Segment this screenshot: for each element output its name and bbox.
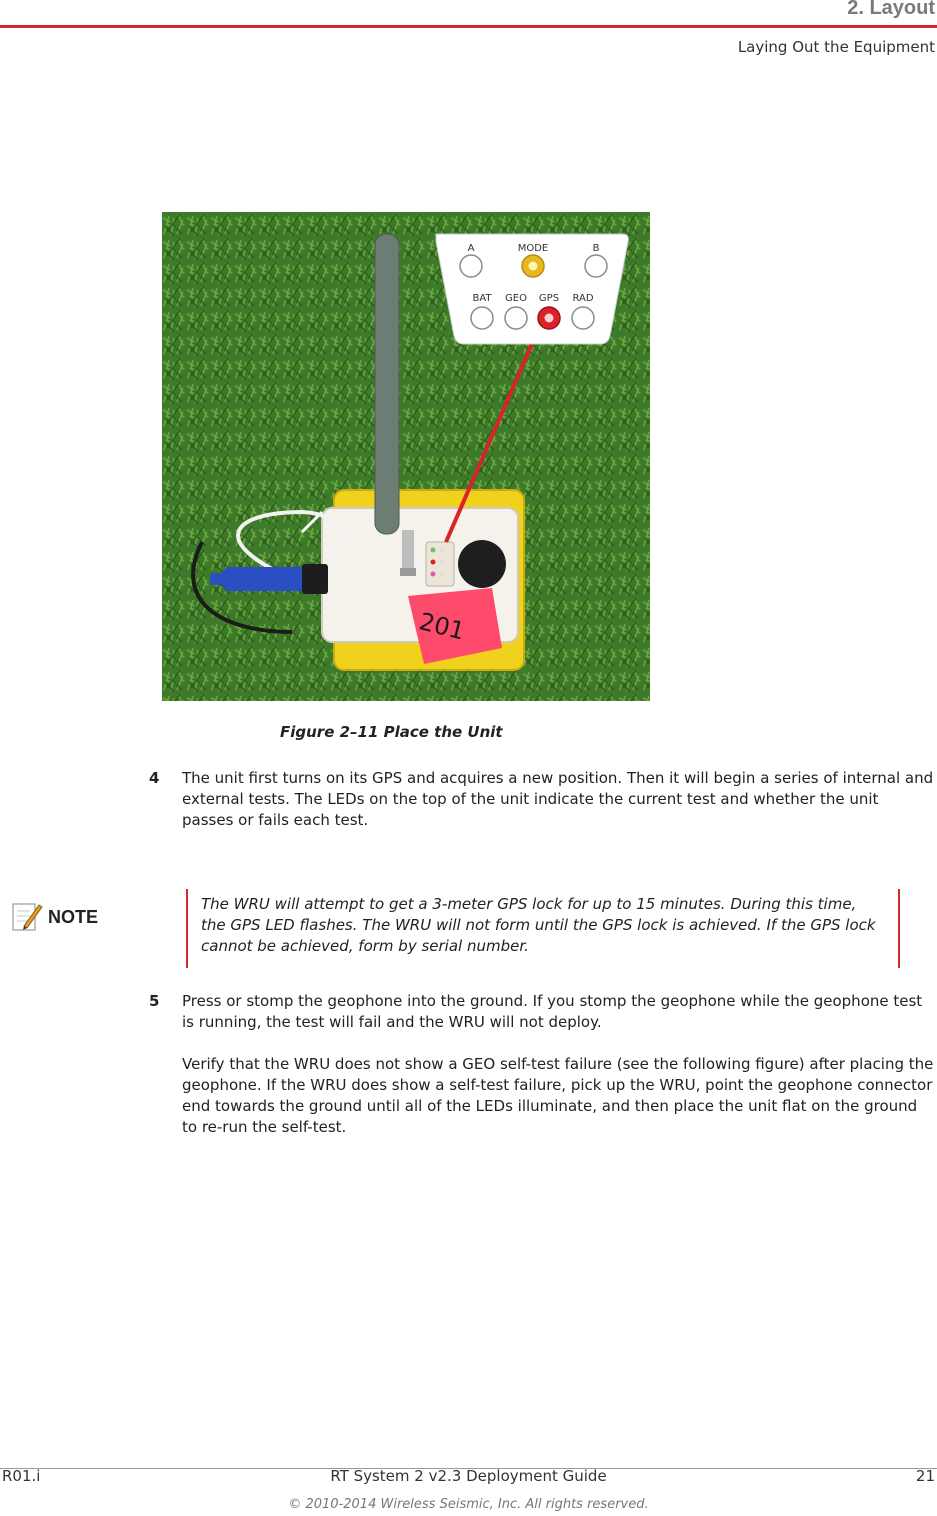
figure-place-the-unit xyxy=(162,212,650,701)
led-b xyxy=(585,255,607,277)
figure-caption: Figure 2–11 Place the Unit xyxy=(280,723,503,741)
led-geo xyxy=(505,307,527,329)
gps-antenna-puck xyxy=(458,540,506,588)
step-number: 4 xyxy=(149,769,160,787)
step-paragraph: Verify that the WRU does not show a GEO self-test failure (see the following figure) after placing the geophone. If the WRU does show a self-test failure, pick up the WRU, point the geophone connector end towards the ground until all of the LEDs illuminate, and then place the unit flat on the ground to re-run the self-test. xyxy=(182,1055,934,1136)
unit-photo-illustration xyxy=(162,212,650,701)
footer-page-number: 21 xyxy=(915,1467,935,1485)
note-text: The WRU will attempt to get a 3-meter GPS lock for up to 15 minutes. During this time, the GPS LED flashes. The WRU will not form until the GPS lock is achieved. If the GPS lock cannot be achieved, form by serial number. xyxy=(201,895,876,955)
footer-doc-title: RT System 2 v2.3 Deployment Guide xyxy=(330,1467,607,1485)
step-number: 5 xyxy=(149,992,160,1010)
note-label-group xyxy=(10,900,98,934)
led-callout-panel xyxy=(436,234,628,344)
note-rule-left xyxy=(186,889,188,968)
led-bat xyxy=(471,307,493,329)
step-paragraph: The unit first turns on its GPS and acquires a new position. Then it will begin a series of internal and external tests. The LEDs on the top of the unit indicate the current test and whether the unit passes or fails each test. xyxy=(182,769,934,829)
led-rad xyxy=(572,307,594,329)
footer-copyright: © 2010-2014 Wireless Seismic, Inc. All rights reserved. xyxy=(288,1497,649,1512)
note-label: NOTE xyxy=(48,906,99,927)
footer-revision: R01.i xyxy=(2,1467,41,1485)
section-title: Laying Out the Equipment xyxy=(737,38,935,56)
header-divider xyxy=(0,25,937,28)
note-rule-right xyxy=(898,889,900,968)
geophone-connector xyxy=(210,564,328,594)
step-5 xyxy=(149,991,934,1138)
chapter-title: 2. Layout xyxy=(847,0,935,19)
flag-number: 201 xyxy=(416,607,468,646)
led-a xyxy=(460,255,482,277)
led-label-geo: GEO xyxy=(505,293,527,304)
led-label-bat: BAT xyxy=(472,293,492,304)
led-label-mode: MODE xyxy=(517,243,549,254)
led-label-a: A xyxy=(467,243,475,254)
led-label-gps: GPS xyxy=(538,293,560,304)
step-4 xyxy=(149,768,934,831)
led-label-b: B xyxy=(592,243,600,254)
pencil-icon xyxy=(10,900,44,934)
led-label-rad: RAD xyxy=(572,293,594,304)
step-paragraph: Press or stomp the geophone into the ground. If you stomp the geophone while the geophone test is running, the test will fail and the WRU will not deploy. xyxy=(182,992,923,1031)
